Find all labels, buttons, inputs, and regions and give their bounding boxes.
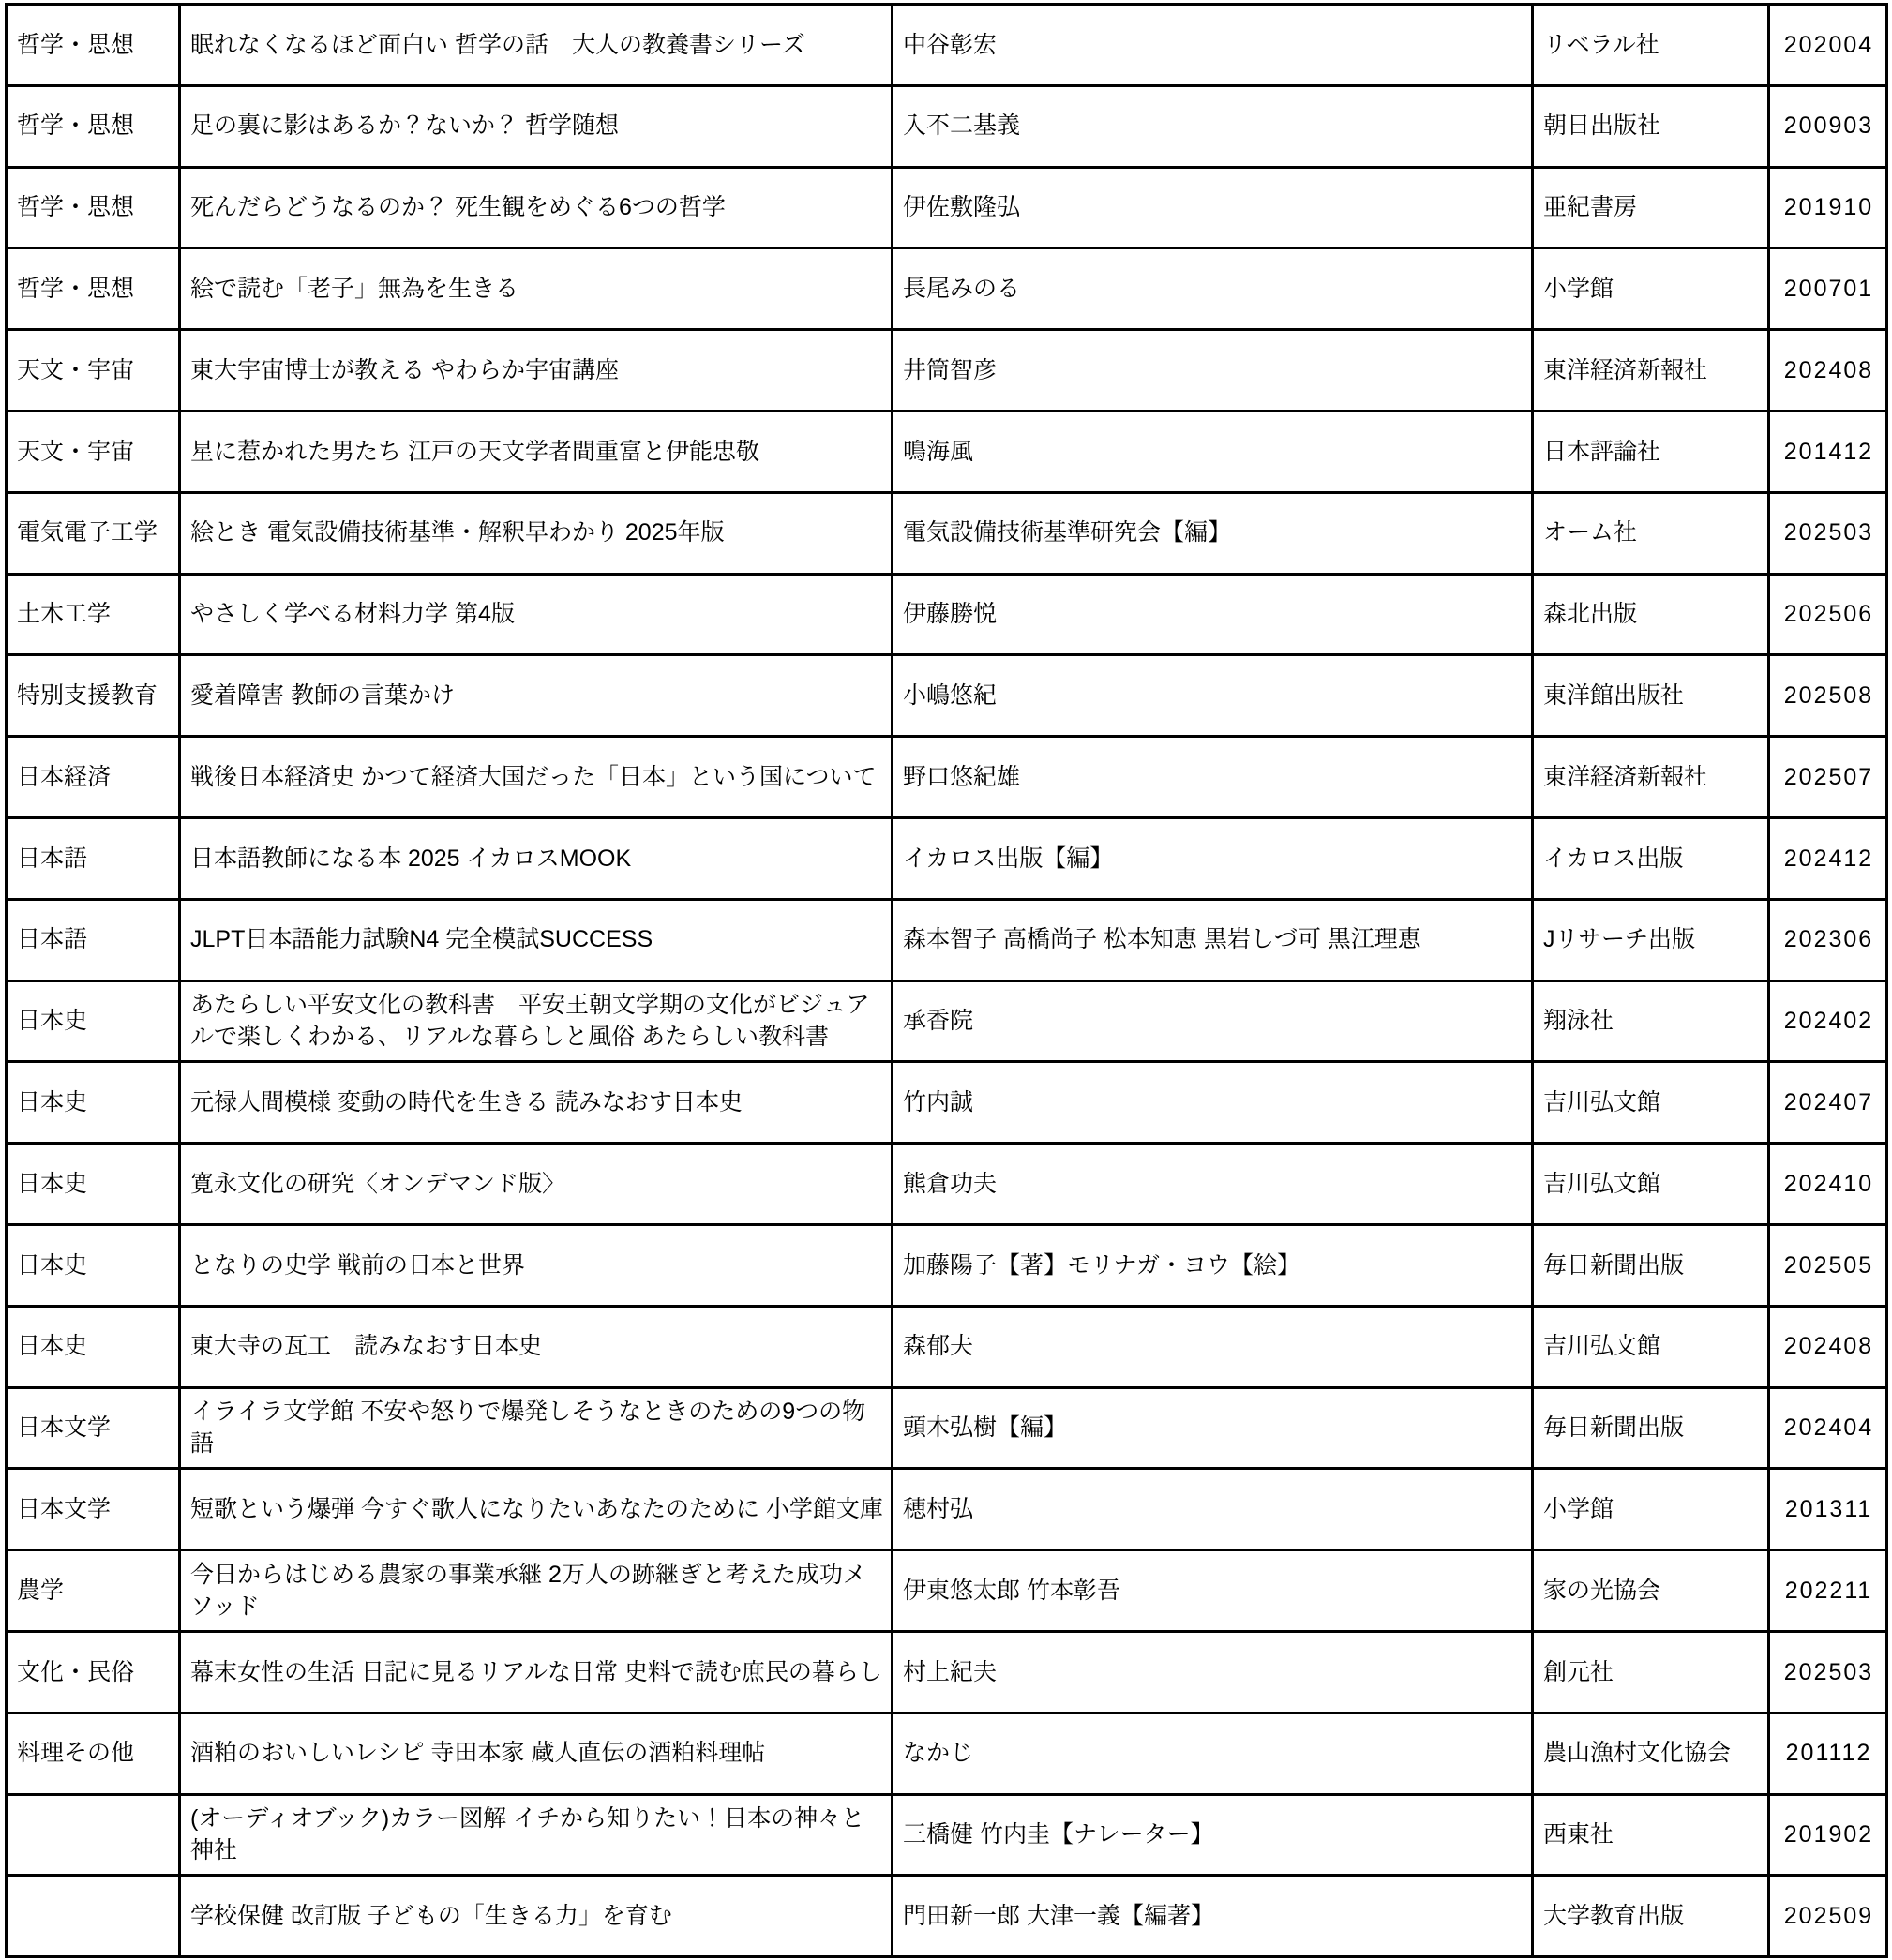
date-cell: 201311: [1769, 1469, 1887, 1550]
author-cell: 穂村弘: [893, 1469, 1533, 1550]
author-cell: 中谷彰宏: [893, 5, 1533, 86]
title-cell: 幕末女性の生活 日記に見るリアルな日常 史料で読む庶民の暮らし: [180, 1631, 893, 1713]
author-cell: 森郁夫: [893, 1306, 1533, 1387]
author-cell: 入不二基義: [893, 85, 1533, 167]
category-cell: [7, 1876, 180, 1957]
category-cell: 料理その他: [7, 1713, 180, 1794]
date-cell: 201910: [1769, 167, 1887, 248]
category-cell: 土木工学: [7, 574, 180, 655]
title-cell: 愛着障害 教師の言葉かけ: [180, 655, 893, 737]
publisher-cell: 森北出版: [1533, 574, 1769, 655]
author-cell: 長尾みのる: [893, 248, 1533, 330]
date-cell: 201112: [1769, 1713, 1887, 1794]
category-cell: 日本史: [7, 1224, 180, 1306]
author-cell: 竹内誠: [893, 1062, 1533, 1144]
category-cell: 哲学・思想: [7, 167, 180, 248]
publisher-cell: 小学館: [1533, 248, 1769, 330]
title-cell: 短歌という爆弾 今すぐ歌人になりたいあなたのために 小学館文庫: [180, 1469, 893, 1550]
publisher-cell: 農山漁村文化協会: [1533, 1713, 1769, 1794]
table-row: [7, 574, 1887, 655]
date-cell: 202211: [1769, 1550, 1887, 1632]
title-cell: JLPT日本語能力試験N4 完全模試SUCCESS: [180, 899, 893, 980]
category-cell: 農学: [7, 1550, 180, 1632]
category-cell: [7, 1794, 180, 1876]
title-cell: 死んだらどうなるのか？ 死生観をめぐる6つの哲学: [180, 167, 893, 248]
date-cell: 201412: [1769, 411, 1887, 492]
book-list-table: [5, 3, 1888, 1958]
category-cell: 日本史: [7, 1062, 180, 1144]
publisher-cell: 日本評論社: [1533, 411, 1769, 492]
category-cell: 日本史: [7, 980, 180, 1062]
author-cell: 門田新一郎 大津一義【編著】: [893, 1876, 1533, 1957]
category-cell: 特別支援教育: [7, 655, 180, 737]
table-row: [7, 1876, 1887, 1957]
table-row: [7, 1224, 1887, 1306]
date-cell: 202509: [1769, 1876, 1887, 1957]
date-cell: 202410: [1769, 1144, 1887, 1225]
category-cell: 日本文学: [7, 1469, 180, 1550]
table-row: [7, 5, 1887, 86]
author-cell: 電気設備技術基準研究会【編】: [893, 492, 1533, 574]
publisher-cell: リベラル社: [1533, 5, 1769, 86]
table-row: [7, 817, 1887, 899]
table-row: [7, 1469, 1887, 1550]
publisher-cell: Jリサーチ出版: [1533, 899, 1769, 980]
author-cell: 村上紀夫: [893, 1631, 1533, 1713]
table-row: [7, 1062, 1887, 1144]
publisher-cell: 家の光協会: [1533, 1550, 1769, 1632]
table-row: [7, 167, 1887, 248]
author-cell: 鳴海風: [893, 411, 1533, 492]
title-cell: 星に惹かれた男たち 江戸の天文学者間重富と伊能忠敬: [180, 411, 893, 492]
title-cell: 絵とき 電気設備技術基準・解釈早わかり 2025年版: [180, 492, 893, 574]
date-cell: 202004: [1769, 5, 1887, 86]
author-cell: 小嶋悠紀: [893, 655, 1533, 737]
book-table-body: [7, 5, 1887, 1957]
table-row: [7, 1794, 1887, 1876]
category-cell: 天文・宇宙: [7, 411, 180, 492]
title-cell: 今日からはじめる農家の事業承継 2万人の跡継ぎと考えた成功メソッド: [180, 1550, 893, 1632]
date-cell: 202402: [1769, 980, 1887, 1062]
date-cell: 202407: [1769, 1062, 1887, 1144]
date-cell: 202508: [1769, 655, 1887, 737]
title-cell: 学校保健 改訂版 子どもの「生きる力」を育む: [180, 1876, 893, 1957]
date-cell: 200903: [1769, 85, 1887, 167]
table-row: [7, 1631, 1887, 1713]
date-cell: 202507: [1769, 737, 1887, 818]
table-row: [7, 1713, 1887, 1794]
author-cell: 森本智子 高橋尚子 松本知恵 黒岩しづ可 黒江理恵: [893, 899, 1533, 980]
title-cell: 元禄人間模様 変動の時代を生きる 読みなおす日本史: [180, 1062, 893, 1144]
category-cell: 日本文学: [7, 1387, 180, 1469]
title-cell: やさしく学べる材料力学 第4版: [180, 574, 893, 655]
date-cell: 202404: [1769, 1387, 1887, 1469]
category-cell: 哲学・思想: [7, 5, 180, 86]
author-cell: 井筒智彦: [893, 330, 1533, 411]
publisher-cell: 東洋経済新報社: [1533, 330, 1769, 411]
title-cell: 東大寺の瓦工 読みなおす日本史: [180, 1306, 893, 1387]
table-row: [7, 737, 1887, 818]
category-cell: 日本史: [7, 1306, 180, 1387]
title-cell: (オーディオブック)カラー図解 イチから知りたい！日本の神々と神社: [180, 1794, 893, 1876]
title-cell: 東大宇宙博士が教える やわらか宇宙講座: [180, 330, 893, 411]
title-cell: 寛永文化の研究〈オンデマンド版〉: [180, 1144, 893, 1225]
date-cell: 202503: [1769, 1631, 1887, 1713]
category-cell: 文化・民俗: [7, 1631, 180, 1713]
publisher-cell: 西東社: [1533, 1794, 1769, 1876]
publisher-cell: 亜紀書房: [1533, 167, 1769, 248]
publisher-cell: 翔泳社: [1533, 980, 1769, 1062]
publisher-cell: 小学館: [1533, 1469, 1769, 1550]
table-row: [7, 330, 1887, 411]
author-cell: 伊佐敷隆弘: [893, 167, 1533, 248]
table-row: [7, 248, 1887, 330]
category-cell: 哲学・思想: [7, 248, 180, 330]
title-cell: 戦後日本経済史 かつて経済大国だった「日本」という国について: [180, 737, 893, 818]
publisher-cell: 創元社: [1533, 1631, 1769, 1713]
publisher-cell: 吉川弘文館: [1533, 1062, 1769, 1144]
table-row: [7, 1550, 1887, 1632]
date-cell: 200701: [1769, 248, 1887, 330]
publisher-cell: イカロス出版: [1533, 817, 1769, 899]
publisher-cell: 東洋館出版社: [1533, 655, 1769, 737]
author-cell: なかじ: [893, 1713, 1533, 1794]
date-cell: 202408: [1769, 330, 1887, 411]
date-cell: 202506: [1769, 574, 1887, 655]
category-cell: 哲学・思想: [7, 85, 180, 167]
author-cell: 加藤陽子【著】モリナガ・ヨウ【絵】: [893, 1224, 1533, 1306]
author-cell: 承香院: [893, 980, 1533, 1062]
title-cell: 足の裏に影はあるか？ないか？ 哲学随想: [180, 85, 893, 167]
title-cell: となりの史学 戦前の日本と世界: [180, 1224, 893, 1306]
date-cell: 202412: [1769, 817, 1887, 899]
category-cell: 天文・宇宙: [7, 330, 180, 411]
publisher-cell: 毎日新聞出版: [1533, 1387, 1769, 1469]
title-cell: イライラ文学館 不安や怒りで爆発しそうなときのための9つの物語: [180, 1387, 893, 1469]
date-cell: 202505: [1769, 1224, 1887, 1306]
author-cell: 野口悠紀雄: [893, 737, 1533, 818]
author-cell: 伊藤勝悦: [893, 574, 1533, 655]
table-row: [7, 980, 1887, 1062]
title-cell: 酒粕のおいしいレシピ 寺田本家 蔵人直伝の酒粕料理帖: [180, 1713, 893, 1794]
category-cell: 日本経済: [7, 737, 180, 818]
title-cell: 日本語教師になる本 2025 イカロスMOOK: [180, 817, 893, 899]
date-cell: 202306: [1769, 899, 1887, 980]
table-row: [7, 411, 1887, 492]
author-cell: 伊東悠太郎 竹本彰吾: [893, 1550, 1533, 1632]
date-cell: 202503: [1769, 492, 1887, 574]
date-cell: 201902: [1769, 1794, 1887, 1876]
table-row: [7, 492, 1887, 574]
publisher-cell: 朝日出版社: [1533, 85, 1769, 167]
title-cell: 眠れなくなるほど面白い 哲学の話 大人の教養書シリーズ: [180, 5, 893, 86]
date-cell: 202408: [1769, 1306, 1887, 1387]
publisher-cell: オーム社: [1533, 492, 1769, 574]
publisher-cell: 吉川弘文館: [1533, 1306, 1769, 1387]
publisher-cell: 東洋経済新報社: [1533, 737, 1769, 818]
table-row: [7, 899, 1887, 980]
table-row: [7, 1387, 1887, 1469]
author-cell: 三橋健 竹内圭【ナレーター】: [893, 1794, 1533, 1876]
category-cell: 電気電子工学: [7, 492, 180, 574]
author-cell: 頭木弘樹【編】: [893, 1387, 1533, 1469]
category-cell: 日本史: [7, 1144, 180, 1225]
table-row: [7, 1144, 1887, 1225]
publisher-cell: 大学教育出版: [1533, 1876, 1769, 1957]
publisher-cell: 吉川弘文館: [1533, 1144, 1769, 1225]
category-cell: 日本語: [7, 899, 180, 980]
category-cell: 日本語: [7, 817, 180, 899]
table-row: [7, 1306, 1887, 1387]
title-cell: あたらしい平安文化の教科書 平安王朝文学期の文化がビジュアルで楽しくわかる、リアルな暮らしと風俗 あたらしい教科書: [180, 980, 893, 1062]
author-cell: 熊倉功夫: [893, 1144, 1533, 1225]
table-row: [7, 85, 1887, 167]
table-row: [7, 655, 1887, 737]
publisher-cell: 毎日新聞出版: [1533, 1224, 1769, 1306]
title-cell: 絵で読む「老子」無為を生きる: [180, 248, 893, 330]
author-cell: イカロス出版【編】: [893, 817, 1533, 899]
